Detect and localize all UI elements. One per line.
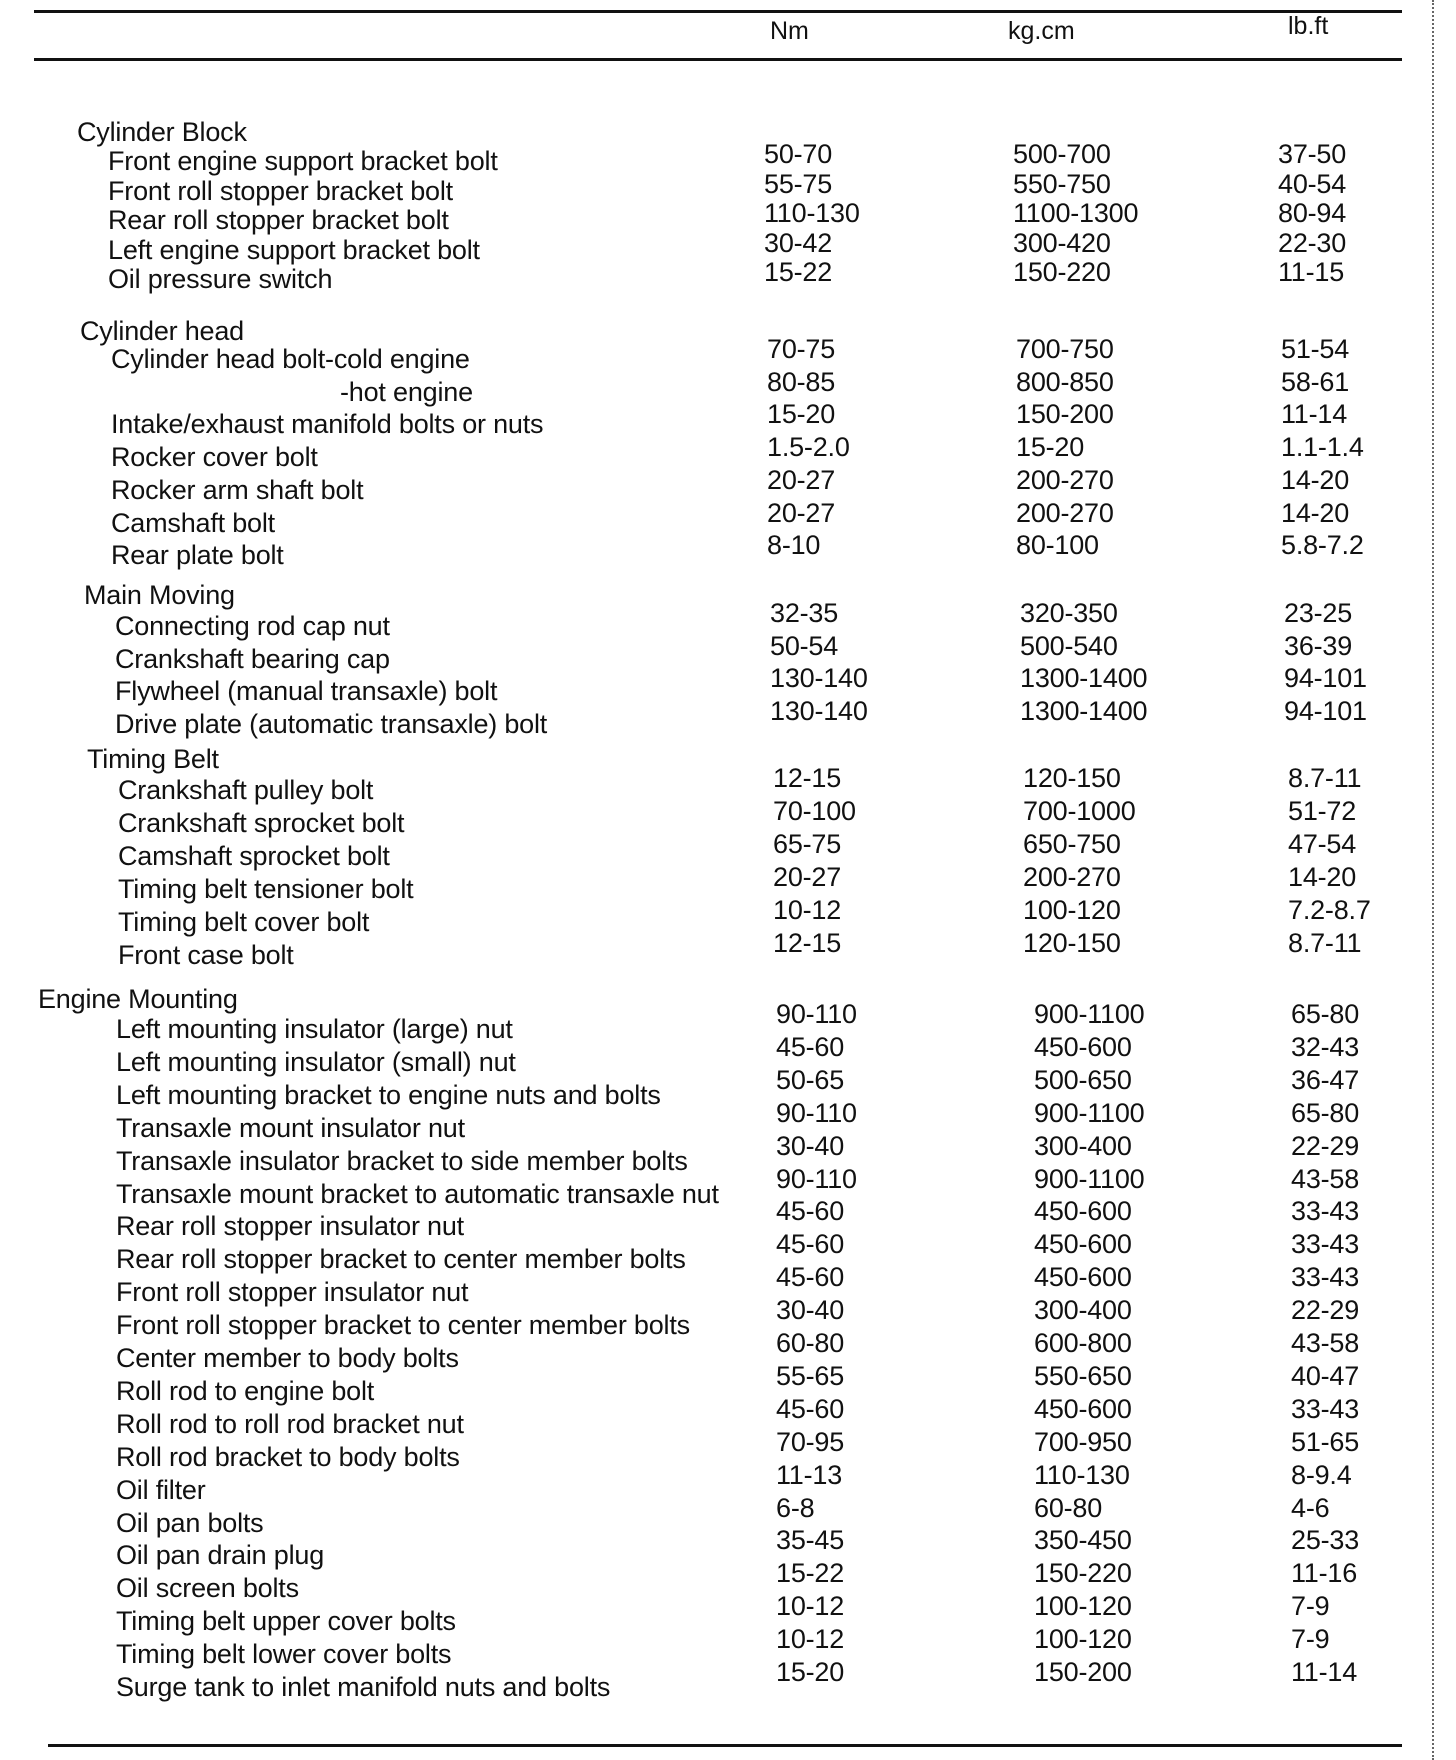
value-kgcm: 650-750 — [1023, 829, 1121, 859]
row-label: Rear roll stopper insulator nut — [116, 1211, 464, 1241]
value-nm: 50-54 — [770, 631, 839, 661]
value-lbft: 58-61 — [1281, 367, 1350, 397]
value-lbft: 11-16 — [1291, 1558, 1358, 1588]
value-lbft: 47-54 — [1288, 829, 1357, 859]
row-label: Timing belt cover bolt — [118, 907, 370, 937]
section-title: Main Moving — [84, 580, 235, 610]
value-nm: 70-95 — [776, 1427, 845, 1457]
value-lbft: 51-72 — [1288, 796, 1357, 826]
value-lbft: 36-47 — [1291, 1065, 1360, 1095]
value-lbft: 43-58 — [1291, 1164, 1360, 1194]
value-kgcm: 700-750 — [1016, 334, 1114, 364]
value-nm: 1.5-2.0 — [767, 432, 850, 462]
value-lbft: 11-14 — [1281, 399, 1348, 429]
row-label: Roll rod to roll rod bracket nut — [116, 1409, 464, 1439]
value-kgcm: 150-200 — [1016, 399, 1114, 429]
value-nm: 45-60 — [776, 1229, 845, 1259]
value-lbft: 4-6 — [1291, 1493, 1330, 1523]
row-label: Oil filter — [116, 1475, 206, 1505]
value-nm: 11-13 — [776, 1460, 843, 1490]
row-label: Oil screen bolts — [116, 1573, 299, 1603]
row-label: Transaxle mount insulator nut — [116, 1113, 465, 1143]
value-kgcm: 120-150 — [1023, 928, 1121, 958]
value-lbft: 8.7-11 — [1288, 763, 1362, 793]
value-nm: 30-40 — [776, 1295, 845, 1325]
value-lbft: 23-25 — [1284, 598, 1353, 628]
value-nm: 45-60 — [776, 1262, 845, 1292]
row-label: Rocker arm shaft bolt — [111, 475, 364, 505]
value-lbft: 14-20 — [1281, 498, 1350, 528]
value-lbft: 40-54 — [1278, 169, 1347, 199]
row-label: Oil pan bolts — [116, 1508, 264, 1538]
section-title: Timing Belt — [87, 744, 219, 774]
value-lbft: 11-15 — [1278, 257, 1345, 287]
value-lbft: 80-94 — [1278, 198, 1347, 228]
value-nm: 45-60 — [776, 1394, 845, 1424]
value-lbft: 8-9.4 — [1291, 1460, 1352, 1490]
value-kgcm: 300-400 — [1034, 1295, 1132, 1325]
value-nm: 80-85 — [767, 367, 836, 397]
value-nm: 12-15 — [773, 928, 842, 958]
row-label: Intake/exhaust manifold bolts or nuts — [111, 409, 544, 439]
value-kgcm: 450-600 — [1034, 1032, 1132, 1062]
value-kgcm: 150-220 — [1034, 1558, 1132, 1588]
value-lbft: 65-80 — [1291, 1098, 1360, 1128]
value-nm: 90-110 — [776, 1164, 857, 1194]
value-kgcm: 320-350 — [1020, 598, 1118, 628]
value-lbft: 65-80 — [1291, 999, 1360, 1029]
row-label: Timing belt upper cover bolts — [116, 1606, 456, 1636]
value-kgcm: 100-120 — [1034, 1624, 1132, 1654]
value-lbft: 7-9 — [1291, 1591, 1330, 1621]
value-nm: 60-80 — [776, 1328, 845, 1358]
value-nm: 20-27 — [767, 498, 836, 528]
value-nm: 70-75 — [767, 334, 836, 364]
value-kgcm: 450-600 — [1034, 1229, 1132, 1259]
value-kgcm: 900-1100 — [1034, 1164, 1145, 1194]
value-nm: 20-27 — [767, 465, 836, 495]
value-lbft: 36-39 — [1284, 631, 1353, 661]
row-label: Oil pan drain plug — [116, 1540, 325, 1570]
value-nm: 65-75 — [773, 829, 842, 859]
value-lbft: 33-43 — [1291, 1394, 1360, 1424]
value-nm: 50-70 — [764, 139, 833, 169]
value-nm: 32-35 — [770, 598, 839, 628]
value-kgcm: 550-650 — [1034, 1361, 1132, 1391]
row-label: Rocker cover bolt — [111, 442, 318, 472]
value-kgcm: 550-750 — [1013, 169, 1111, 199]
row-label: Roll rod to engine bolt — [116, 1376, 375, 1406]
row-label: Rear plate bolt — [111, 540, 284, 570]
value-lbft: 7.2-8.7 — [1288, 895, 1371, 925]
value-lbft: 5.8-7.2 — [1281, 530, 1364, 560]
row-label: Transaxle insulator bracket to side member bolts — [116, 1146, 688, 1176]
value-lbft: 14-20 — [1288, 862, 1357, 892]
value-kgcm: 110-130 — [1034, 1460, 1130, 1490]
row-label: Front case bolt — [118, 940, 294, 970]
value-nm: 8-10 — [767, 530, 821, 560]
value-lbft: 14-20 — [1281, 465, 1350, 495]
value-nm: 55-75 — [764, 169, 833, 199]
value-nm: 110-130 — [764, 198, 860, 228]
value-kgcm: 80-100 — [1016, 530, 1099, 560]
row-label: Cylinder head bolt-cold engine — [111, 344, 470, 374]
value-nm: 70-100 — [773, 796, 856, 826]
value-lbft: 43-58 — [1291, 1328, 1360, 1358]
value-kgcm: 900-1100 — [1034, 1098, 1145, 1128]
value-nm: 15-20 — [767, 399, 836, 429]
value-nm: 90-110 — [776, 1098, 857, 1128]
value-kgcm: 120-150 — [1023, 763, 1121, 793]
row-label: Crankshaft pulley bolt — [118, 775, 374, 805]
value-kgcm: 900-1100 — [1034, 999, 1145, 1029]
value-nm: 55-65 — [776, 1361, 845, 1391]
row-label: Rear roll stopper bracket bolt — [108, 205, 449, 235]
value-kgcm: 500-650 — [1034, 1065, 1132, 1095]
value-nm: 6-8 — [776, 1493, 815, 1523]
row-label: Flywheel (manual transaxle) bolt — [115, 676, 498, 706]
value-nm: 15-22 — [776, 1558, 845, 1588]
value-lbft: 11-14 — [1291, 1657, 1358, 1687]
value-nm: 10-12 — [776, 1624, 845, 1654]
value-kgcm: 700-950 — [1034, 1427, 1132, 1457]
value-lbft: 7-9 — [1291, 1624, 1330, 1654]
row-label: Crankshaft sprocket bolt — [118, 808, 405, 838]
value-lbft: 33-43 — [1291, 1229, 1360, 1259]
value-nm: 15-20 — [776, 1657, 845, 1687]
value-nm: 12-15 — [773, 763, 842, 793]
value-lbft: 51-54 — [1281, 334, 1350, 364]
row-label: Center member to body bolts — [116, 1343, 459, 1373]
row-label: Left mounting bracket to engine nuts and bolts — [116, 1080, 661, 1110]
row-label: Left mounting insulator (small) nut — [116, 1047, 516, 1077]
value-nm: 15-22 — [764, 257, 833, 287]
row-label: Crankshaft bearing cap — [115, 644, 390, 674]
row-label: Front roll stopper bracket to center member bolts — [116, 1310, 690, 1340]
row-label: Front roll stopper insulator nut — [116, 1277, 469, 1307]
value-nm: 90-110 — [776, 999, 857, 1029]
value-kgcm: 1100-1300 — [1013, 198, 1139, 228]
row-label: Drive plate (automatic transaxle) bolt — [115, 709, 548, 739]
value-lbft: 22-30 — [1278, 228, 1347, 258]
value-kgcm: 800-850 — [1016, 367, 1114, 397]
row-label: Camshaft bolt — [111, 508, 275, 538]
value-nm: 35-45 — [776, 1525, 845, 1555]
value-kgcm: 450-600 — [1034, 1196, 1132, 1226]
value-kgcm: 100-120 — [1023, 895, 1121, 925]
value-nm: 30-40 — [776, 1131, 845, 1161]
value-lbft: 22-29 — [1291, 1131, 1360, 1161]
row-label: Left mounting insulator (large) nut — [116, 1014, 513, 1044]
row-label: Rear roll stopper bracket to center member bolts — [116, 1244, 686, 1274]
value-kgcm: 150-200 — [1034, 1657, 1132, 1687]
value-kgcm: 1300-1400 — [1020, 663, 1148, 693]
column-header-kgcm: kg.cm — [1008, 17, 1075, 45]
column-header-lbft: lb.ft — [1288, 12, 1329, 40]
value-kgcm: 15-20 — [1016, 432, 1085, 462]
value-nm: 10-12 — [773, 895, 842, 925]
value-kgcm: 450-600 — [1034, 1394, 1132, 1424]
row-label: -hot engine — [340, 377, 473, 407]
row-label: Front engine support bracket bolt — [108, 146, 498, 176]
value-kgcm: 150-220 — [1013, 257, 1111, 287]
value-lbft: 33-43 — [1291, 1196, 1360, 1226]
row-label: Transaxle mount bracket to automatic transaxle nut — [116, 1179, 719, 1209]
value-nm: 50-65 — [776, 1065, 845, 1095]
value-kgcm: 100-120 — [1034, 1591, 1132, 1621]
value-lbft: 33-43 — [1291, 1262, 1360, 1292]
row-label: Oil pressure switch — [108, 264, 333, 294]
value-lbft: 51-65 — [1291, 1427, 1360, 1457]
value-lbft: 22-29 — [1291, 1295, 1360, 1325]
row-label: Connecting rod cap nut — [115, 611, 390, 641]
value-lbft: 94-101 — [1284, 696, 1367, 726]
value-kgcm: 60-80 — [1034, 1493, 1103, 1523]
row-label: Timing belt lower cover bolts — [116, 1639, 452, 1669]
value-lbft: 40-47 — [1291, 1361, 1360, 1391]
value-lbft: 32-43 — [1291, 1032, 1360, 1062]
value-lbft: 25-33 — [1291, 1525, 1360, 1555]
section-title: Cylinder head — [80, 316, 245, 346]
value-kgcm: 200-270 — [1023, 862, 1121, 892]
value-nm: 130-140 — [770, 663, 868, 693]
section-title: Cylinder Block — [77, 117, 247, 147]
value-nm: 10-12 — [776, 1591, 845, 1621]
row-label: Timing belt tensioner bolt — [118, 874, 414, 904]
row-label: Surge tank to inlet manifold nuts and bolts — [116, 1672, 611, 1702]
value-kgcm: 600-800 — [1034, 1328, 1132, 1358]
value-nm: 130-140 — [770, 696, 868, 726]
row-label: Camshaft sprocket bolt — [118, 841, 390, 871]
value-lbft: 37-50 — [1278, 139, 1347, 169]
value-kgcm: 200-270 — [1016, 498, 1114, 528]
value-kgcm: 500-700 — [1013, 139, 1111, 169]
column-header-nm: Nm — [770, 17, 809, 45]
row-label: Left engine support bracket bolt — [108, 235, 480, 265]
value-kgcm: 300-400 — [1034, 1131, 1132, 1161]
value-lbft: 94-101 — [1284, 663, 1367, 693]
value-nm: 45-60 — [776, 1032, 845, 1062]
value-lbft: 8.7-11 — [1288, 928, 1362, 958]
value-lbft: 1.1-1.4 — [1281, 432, 1364, 462]
section-title: Engine Mounting — [38, 984, 238, 1014]
value-nm: 30-42 — [764, 228, 833, 258]
value-kgcm: 350-450 — [1034, 1525, 1132, 1555]
value-kgcm: 450-600 — [1034, 1262, 1132, 1292]
value-kgcm: 500-540 — [1020, 631, 1118, 661]
value-kgcm: 300-420 — [1013, 228, 1111, 258]
row-label: Front roll stopper bracket bolt — [108, 176, 453, 206]
value-kgcm: 1300-1400 — [1020, 696, 1148, 726]
value-nm: 20-27 — [773, 862, 842, 892]
value-kgcm: 700-1000 — [1023, 796, 1136, 826]
value-kgcm: 200-270 — [1016, 465, 1114, 495]
row-label: Roll rod bracket to body bolts — [116, 1442, 460, 1472]
value-nm: 45-60 — [776, 1196, 845, 1226]
